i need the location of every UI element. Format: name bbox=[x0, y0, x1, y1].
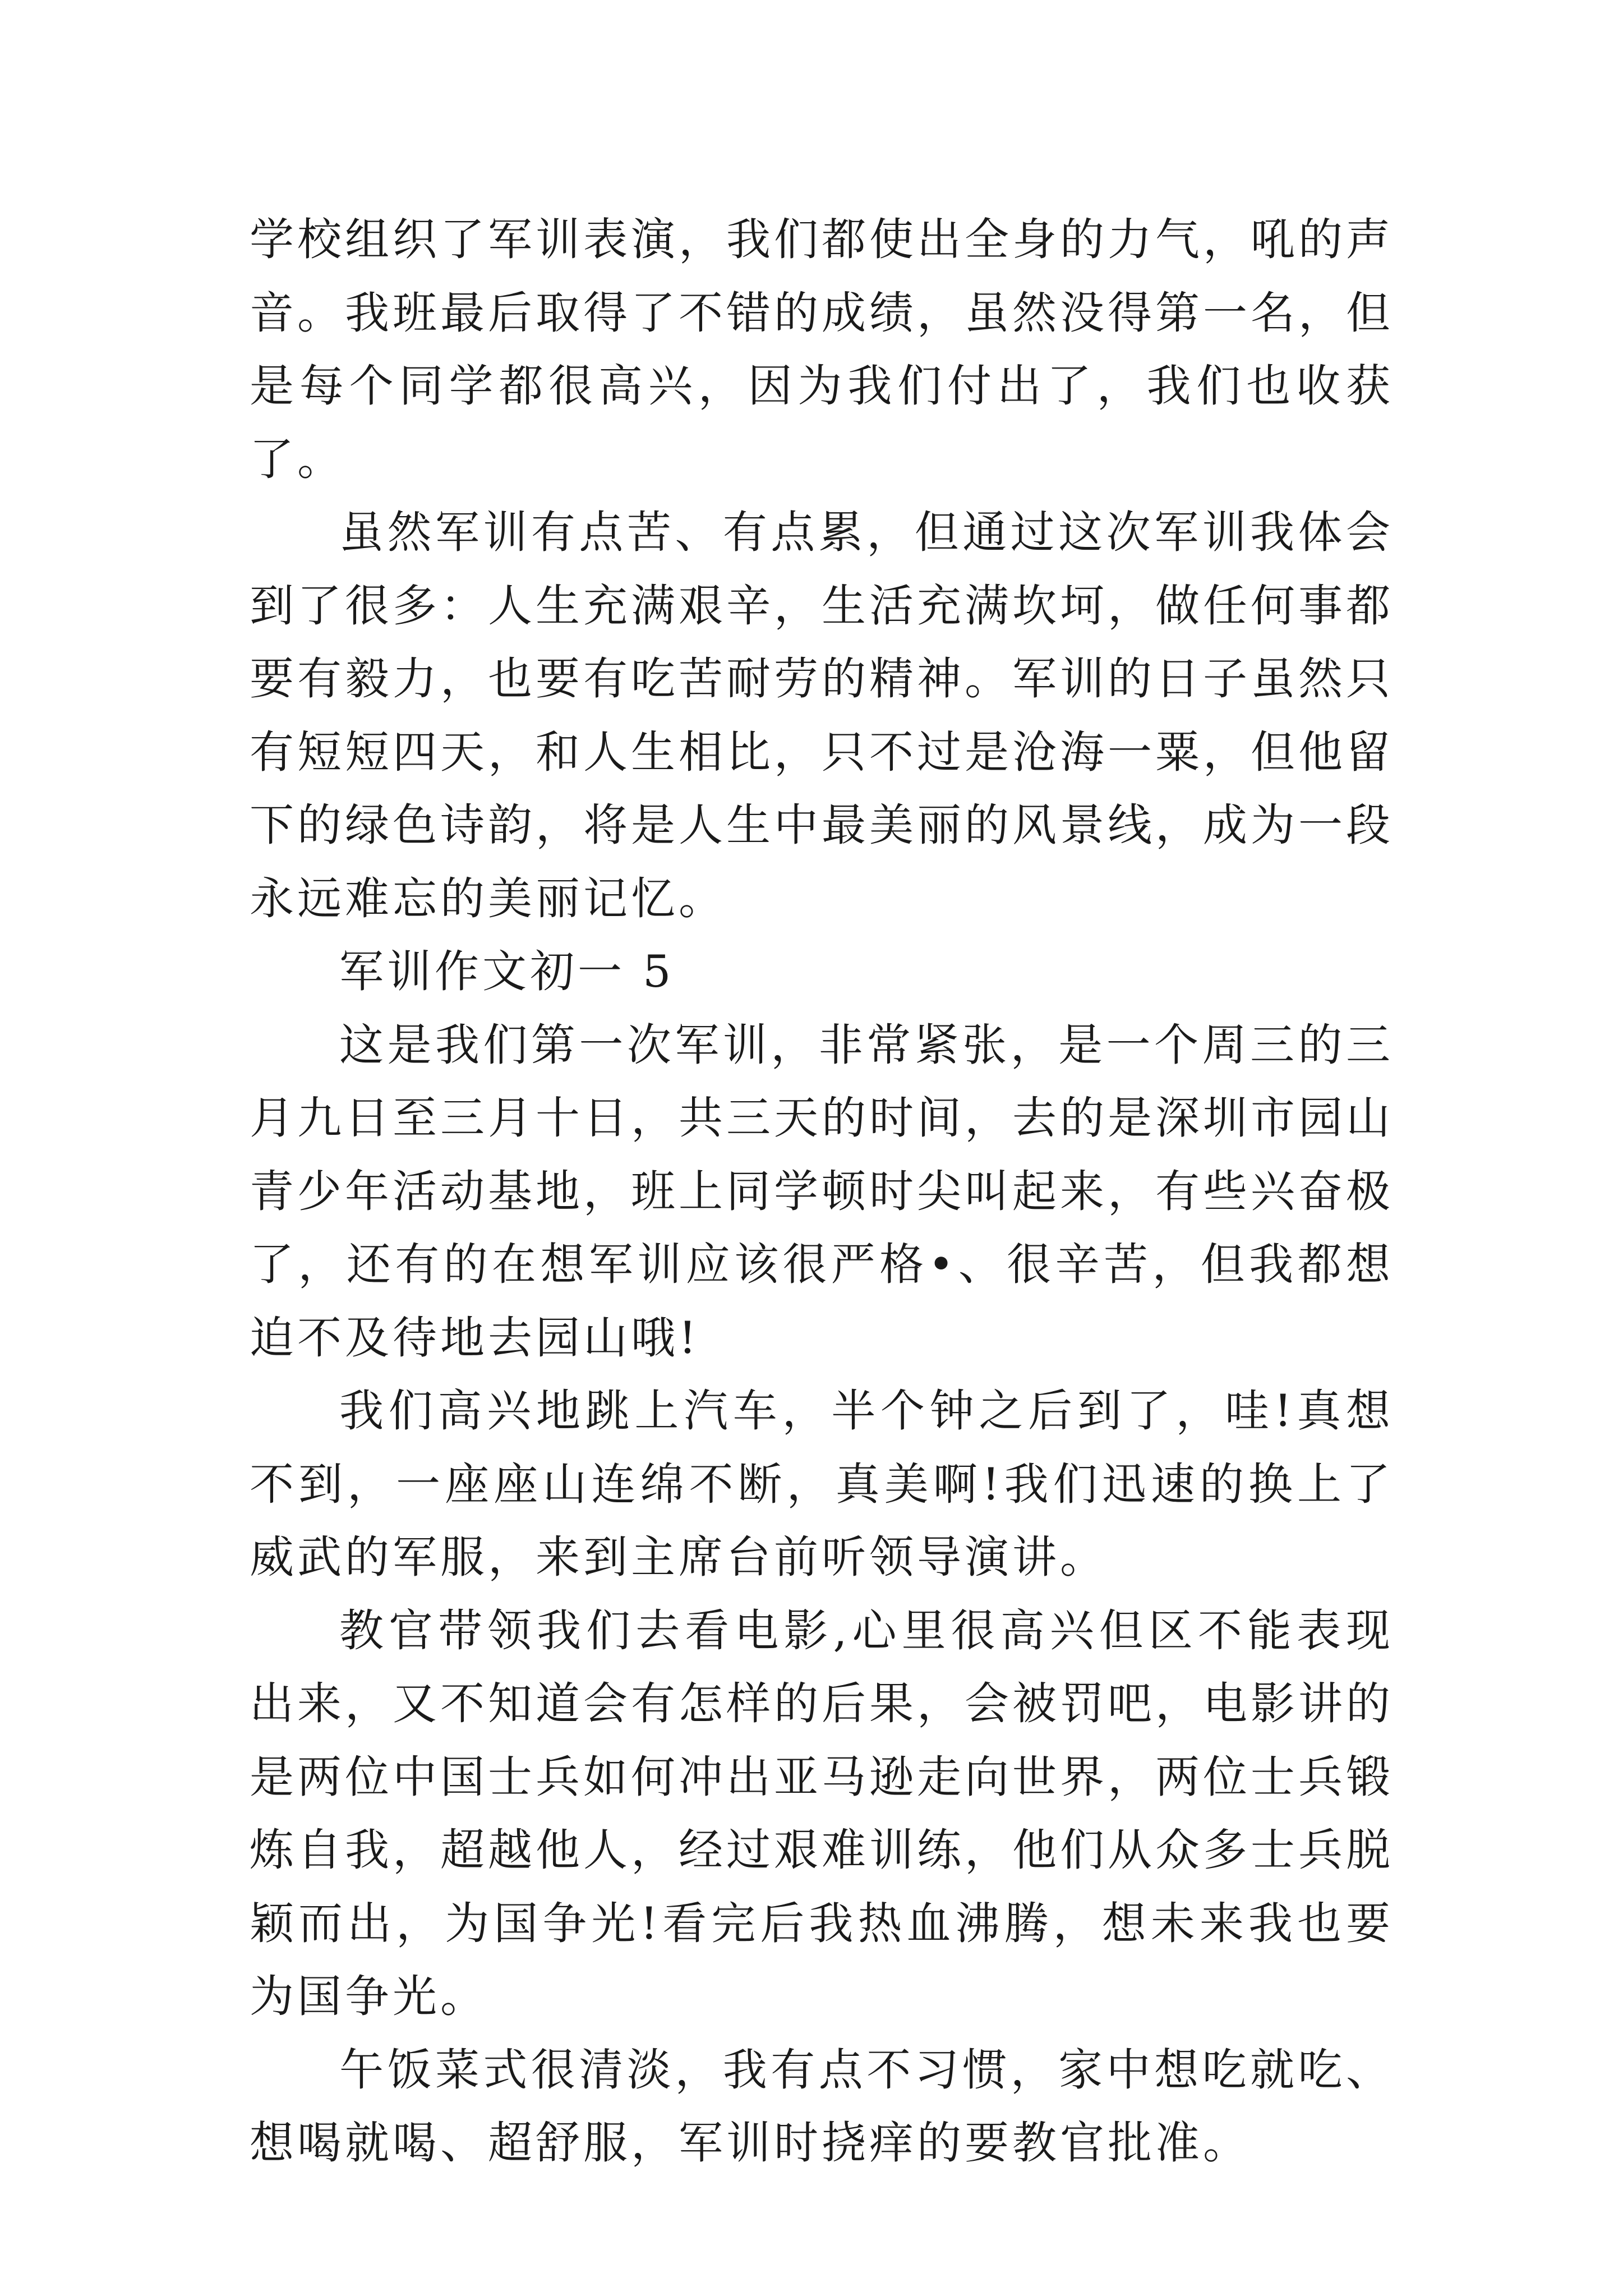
section-heading: 军训作文初一 5 bbox=[339, 946, 675, 997]
paragraph: 午饭菜式很清淡，我有点不习惯，家中想吃就吃、想喝就喝、超舒服，军训时挠痒的要教官批准。 bbox=[250, 2044, 1394, 2169]
paragraph: 虽然军训有点苦、有点累，但通过这次军训我体会到了很多：人生充满艰辛，生活充满坎坷，做任何事都要有毅力，也要有吃苦耐劳的精神。军训的日子虽然只有短短四天，和人生相比，只不过是沧海一粟，但他留下的绿色诗韵，将是人生中最美丽的风景线，成为一段永远难忘的美丽记忆。 bbox=[250, 507, 1394, 924]
paragraph: 我们高兴地跳上汽车，半个钟之后到了，哇!真想不到，一座座山连绵不断，真美啊!我们迅速的换上了威武的军服，来到主席台前听领导演讲。 bbox=[250, 1385, 1394, 1583]
paragraph: 教官带领我们去看电影,心里很高兴但区不能表现出来，又不知道会有怎样的后果，会被罚吧，电影讲的是两位中国士兵如何冲出亚马逊走向世界，两位士兵锻炼自我，超越他人，经过艰难训练，他们从众多士兵脱颖而出，为国争光!看完后我热血沸腾，想未来我也要为国争光。 bbox=[250, 1604, 1394, 2022]
paragraph: 这是我们第一次军训，非常紧张，是一个周三的三月九日至三月十日，共三天的时间，去的是深圳市园山青少年活动基地，班上同学顿时尖叫起来，有些兴奋极了，还有的在想军训应该很严格•、很辛苦，但我都想迫不及待地去园山哦! bbox=[250, 1019, 1394, 1364]
paragraph: 学校组织了军训表演，我们都使出全身的力气，吼的声音。我班最后取得了不错的成绩，虽然没得第一名，但是每个同学都很高兴，因为我们付出了，我们也收获了。 bbox=[250, 214, 1394, 485]
document-body bbox=[250, 203, 1394, 2180]
